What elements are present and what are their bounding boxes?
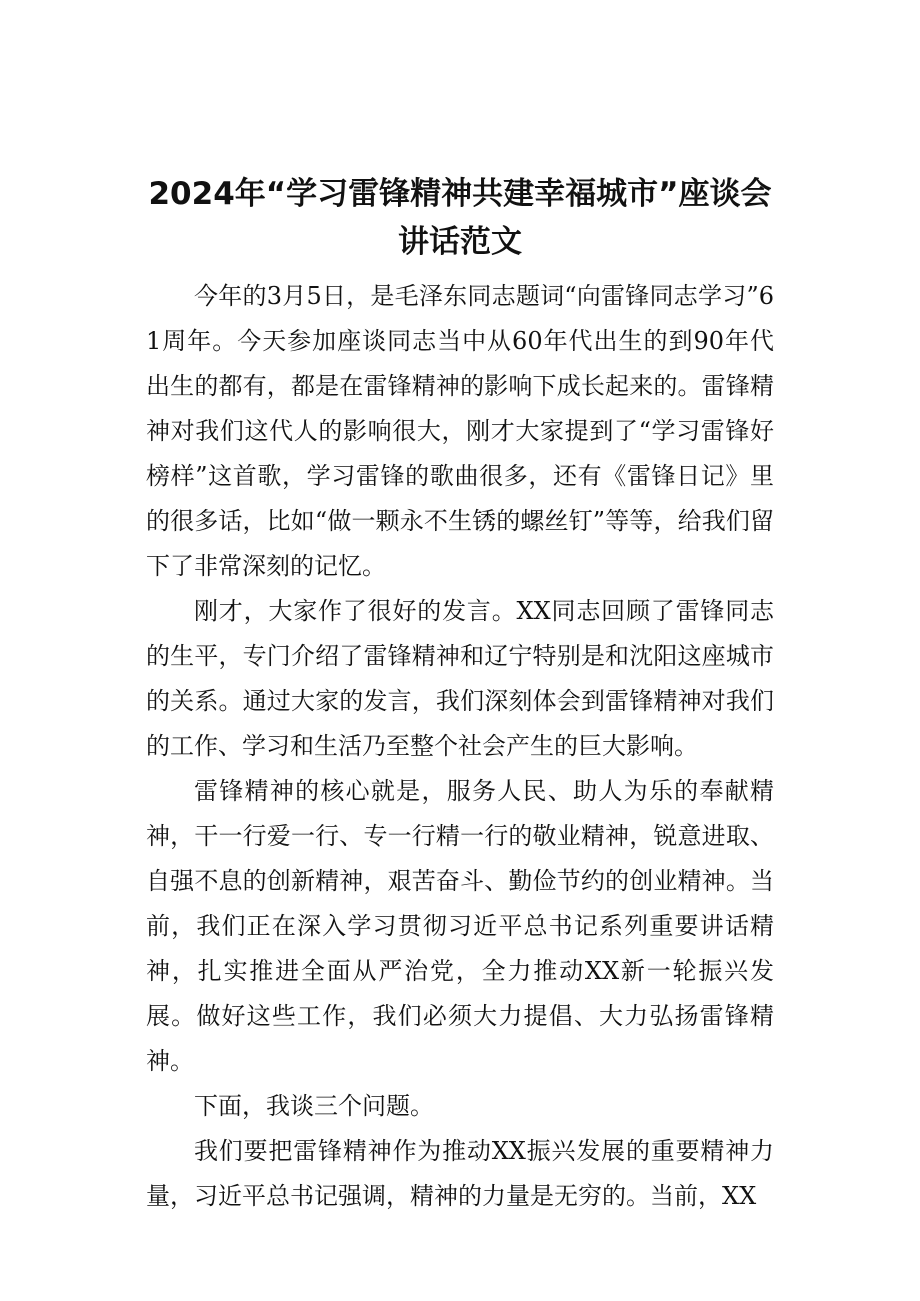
document-body (146, 274, 774, 1219)
paragraph-2: 刚才，大家作了很好的发言。XX同志回顾了雷锋同志的生平，专门介绍了雷锋精神和辽宁特别是和沈阳这座城市的关系。通过大家的发言，我们深刻体会到雷锋精神对我们的工作、学习和生活乃至整个社会产生的巨大影响。 (146, 597, 774, 760)
paragraph-4: 下面，我谈三个问题。 (194, 1092, 434, 1120)
paragraph-1: 今年的3月5日，是毛泽东同志题词“向雷锋同志学习”61周年。今天参加座谈同志当中从60年代出生的到90年代出生的都有，都是在雷锋精神的影响下成长起来的。雷锋精神对我们这代人的影响很大，刚才大家提到了“学习雷锋好榜样”这首歌，学习雷锋的歌曲很多，还有《雷锋日记》里的很多话，比如“做一颗永不生锈的螺丝钉”等等，给我们留下了非常深刻的记忆。 (146, 282, 774, 580)
paragraph-5: 我们要把雷锋精神作为推动XX振兴发展的重要精神力量，习近平总书记强调，精神的力量是无穷的。当前，XX (146, 1137, 774, 1210)
document-title: 2024年“学习雷锋精神共建幸福城市”座谈会讲话范文 (148, 176, 772, 260)
paragraph-3: 雷锋精神的核心就是，服务人民、助人为乐的奉献精神，干一行爱一行、专一行精一行的敬业精神，锐意进取、自强不息的创新精神，艰苦奋斗、勤俭节约的创业精神。当前，我们正在深入学习贯彻习近平总书记系列重要讲话精神，扎实推进全面从严治党，全力推动XX新一轮振兴发展。做好这些工作，我们必须大力提倡、大力弘扬雷锋精神。 (146, 777, 774, 1075)
